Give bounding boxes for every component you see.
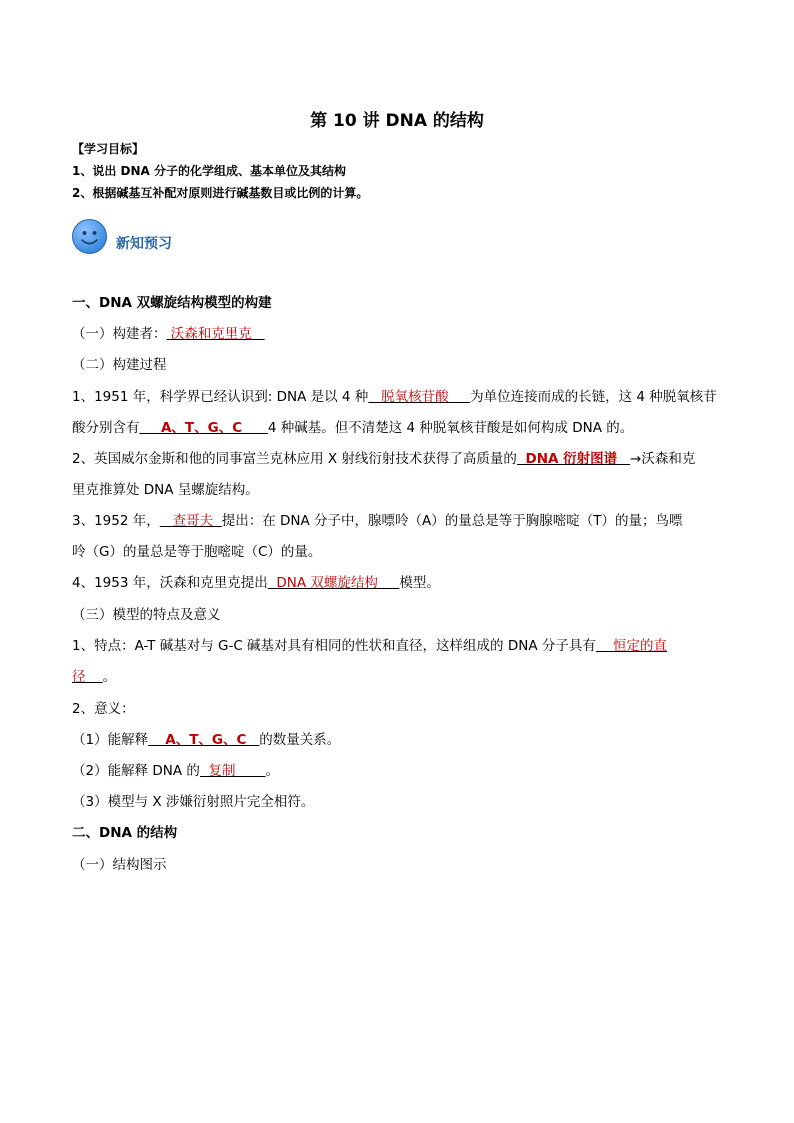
p1-text-c: 酸分别含有 xyxy=(72,420,140,436)
p3-line1 xyxy=(72,509,683,529)
p4-text-b: 模型。 xyxy=(399,575,440,591)
p1-text-b: 为单位连接而成的长链，这 4 种脱氧核苷 xyxy=(470,389,717,405)
p1-line2 xyxy=(72,416,633,436)
sig1-line xyxy=(72,728,340,748)
builder-line xyxy=(72,322,265,342)
p3-text-b: 提出：在 DNA 分子中，腺嘌呤（A）的量总是等于胸腺嘧啶（T）的量；鸟嘌 xyxy=(221,513,683,529)
p3-line2: 呤（G）的量总是等于胞嘧啶（C）的量。 xyxy=(72,544,322,560)
feature-line2 xyxy=(72,665,116,685)
p1-line1 xyxy=(72,385,717,405)
feature-answer-1: 恒定的直 xyxy=(613,638,668,654)
sig2-answer: 复制 xyxy=(208,763,236,779)
p3-answer: 查哥夫 xyxy=(172,513,214,529)
process-heading: （二）构建过程 xyxy=(72,357,167,373)
builder-answer: 沃森和克里克 xyxy=(170,326,252,342)
objective-item-2: 2、根据碱基互补配对原则进行碱基数目或比例的计算。 xyxy=(72,186,369,200)
section2-heading: 二、DNA 的结构 xyxy=(72,825,178,841)
p2-line1 xyxy=(72,447,695,467)
page-title: 第 10 讲 DNA 的结构 xyxy=(310,111,484,131)
feature-line1 xyxy=(72,634,667,654)
smiley-icon xyxy=(72,219,107,254)
sig1-text-b: 的数量关系。 xyxy=(259,732,341,748)
p2-text-a: 2、英国威尔金斯和他的同事富兰克林应用 X 射线衍射技术获得了高质量的 xyxy=(72,451,517,467)
sig2-line xyxy=(72,759,279,779)
significance-label: 2、意义： xyxy=(72,701,135,717)
feature-text-a: 1、特点：A-T 碱基对与 G-C 碱基对具有相同的性状和直径，这样组成的 DNA 分子具有 xyxy=(72,638,596,654)
p4-line xyxy=(72,571,440,591)
sig1-text-a: （1）能解释 xyxy=(72,732,149,748)
p4-text-a: 4、1953 年，沃森和克里克提出 xyxy=(72,575,268,591)
sig2-text-a: （2）能解释 DNA 的 xyxy=(72,763,200,779)
builder-prefix: （一）构建者： xyxy=(72,326,167,342)
sig1-answer: A、T、G、C xyxy=(165,732,247,748)
p1-text-a: 1、1951 年，科学界已经认识到: DNA 是以 4 种 xyxy=(72,389,369,405)
feature-text-b: 。 xyxy=(102,669,117,685)
p2-text-b: →沃森和克 xyxy=(630,451,696,467)
section1-heading: 一、DNA 双螺旋结构模型的构建 xyxy=(72,295,272,311)
section2-sub: （一）结构图示 xyxy=(72,857,167,873)
p2-line2: 里克推算处 DNA 呈螺旋结构。 xyxy=(72,482,259,498)
p2-answer: DNA 衍射图谱 xyxy=(525,451,618,467)
sig3-line: （3）模型与 X 涉嫌衍射照片完全相符。 xyxy=(72,794,315,810)
p1-answer-1: 脱氧核苷酸 xyxy=(381,389,449,405)
preview-heading: 新知预习 xyxy=(116,236,172,252)
objective-item-1: 1、说出 DNA 分子的化学组成、基本单位及其结构 xyxy=(72,164,346,178)
sig2-text-b: 。 xyxy=(265,763,280,779)
p4-answer: DNA 双螺旋结构 xyxy=(276,575,378,591)
objectives-header: 【学习目标】 xyxy=(72,142,145,156)
p3-text-a: 3、1952 年， xyxy=(72,513,160,529)
feature-answer-2: 径 xyxy=(72,669,86,685)
p1-answer-2: A、T、G、C xyxy=(160,420,243,436)
features-heading: （三）模型的特点及意义 xyxy=(72,607,221,623)
p1-text-d: 4 种碱基。但不清楚这 4 种脱氧核苷酸是如何构成 DNA 的。 xyxy=(267,420,634,436)
